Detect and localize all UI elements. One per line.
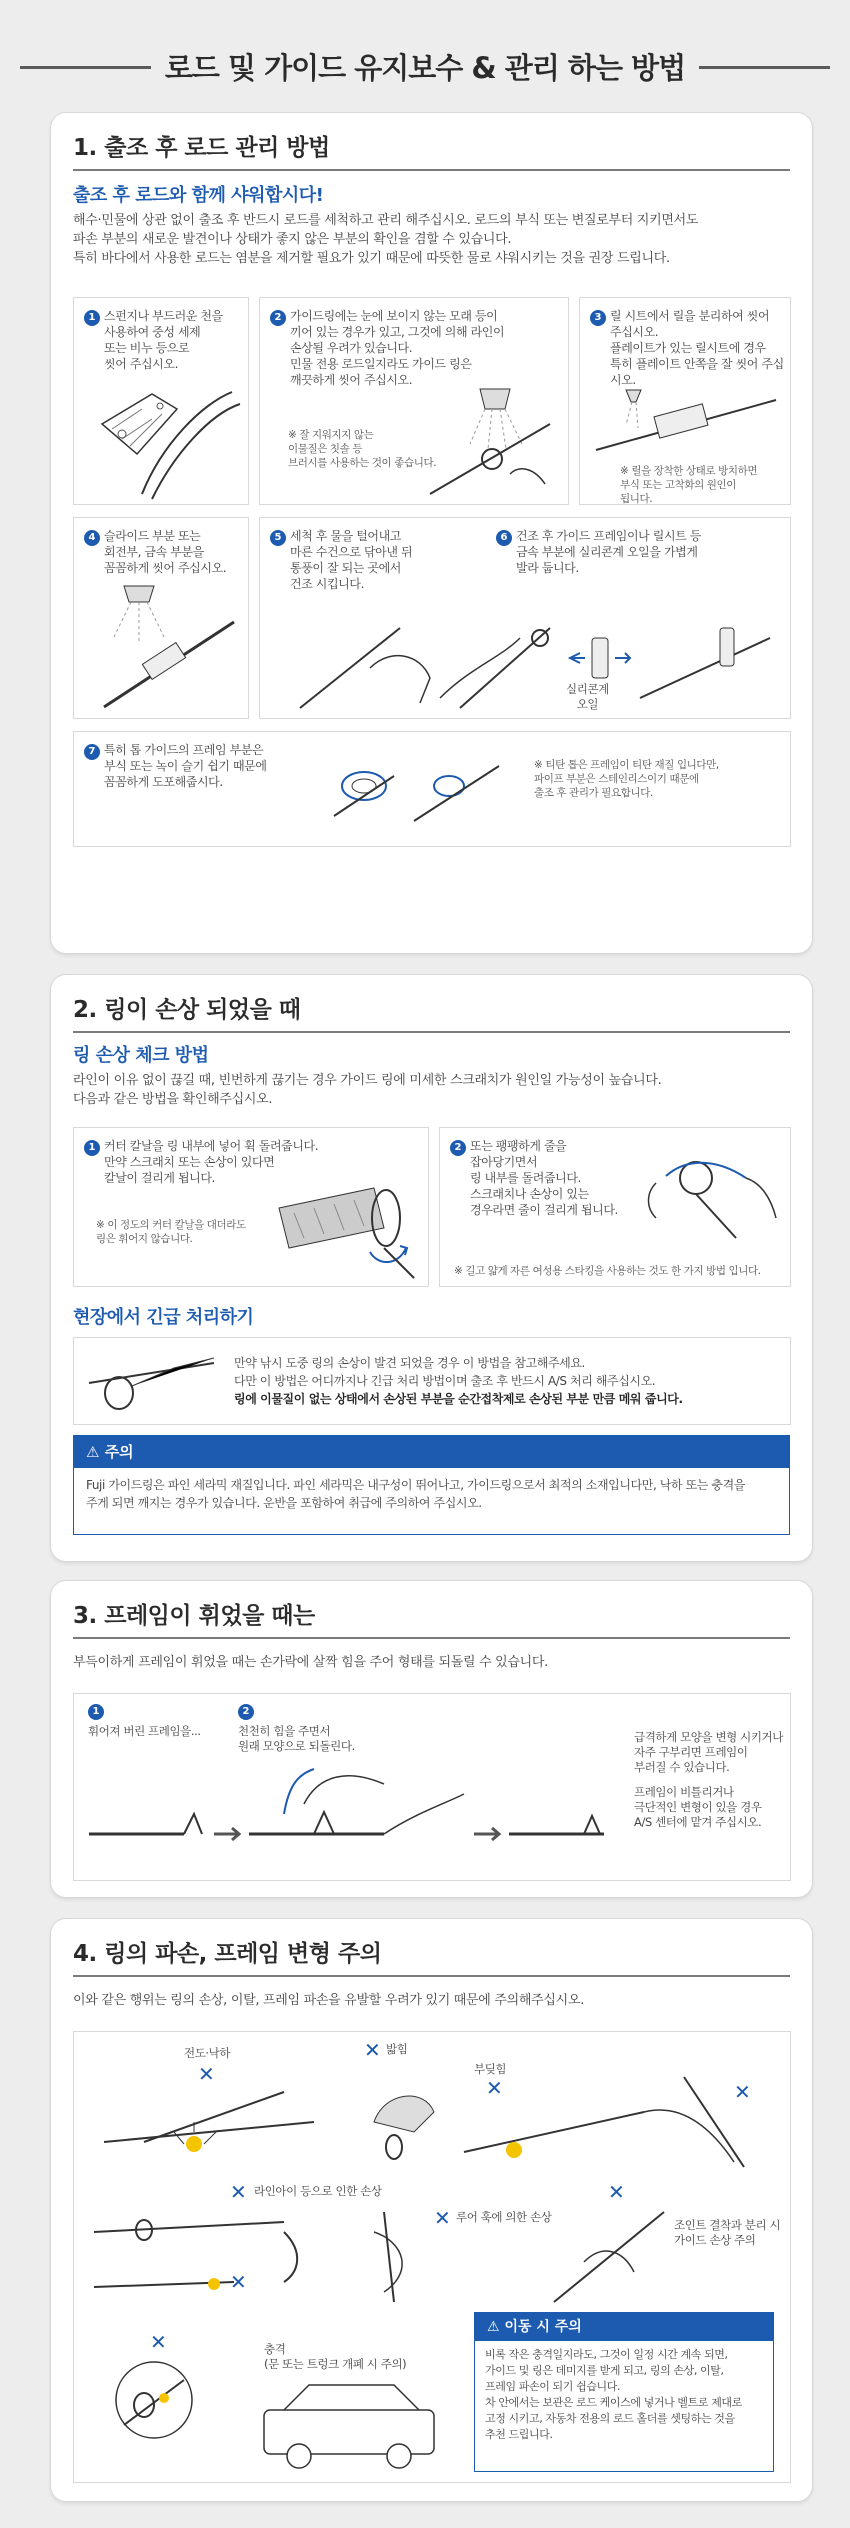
x-icon: ✕	[608, 2180, 625, 2204]
intro-line: 특히 바다에서 사용한 로드는 염분을 제거할 필요가 있기 때문에 따뜻한 물로 샤워시키는 것을 권장 드립니다.	[73, 251, 670, 266]
sponge-wash-illustration	[82, 384, 242, 502]
hazard-label-step: 밟힘	[386, 2042, 408, 2056]
card-text: 커터 칼날을 링 내부에 넣어 휙 돌려줍니다. 만약 스크래치 또는 손상이 있다면 칼날이 걸리게 됩니다.	[104, 1139, 319, 1185]
card-text: 가이드링에는 눈에 보이지 않는 모래 등이 끼어 있는 경우가 있고, 그것에 의해 라인이 손상될 우려가 있습니다. 민물 전용 로드일지라도 가이드 링은 깨끗하게 씻어 주십시오.	[290, 309, 505, 387]
caution-box	[73, 1435, 790, 1535]
intro-line: 해수·민물에 상관 없이 출조 후 반드시 로드를 세척하고 관리 해주십시오. 로드의 부식 또는 변질로부터 지키면서도	[73, 213, 699, 228]
x-icon: ✕	[734, 2080, 751, 2104]
caution-header	[74, 1436, 789, 1468]
warning-triangle-icon: ⚠	[487, 2319, 500, 2335]
step-number-badge: 1	[88, 1704, 104, 1720]
reel-seat-illustration	[586, 380, 786, 460]
ring-check-card-2	[439, 1127, 791, 1287]
x-icon: ✕	[230, 2270, 247, 2294]
hazard-card	[73, 2031, 791, 2483]
card-note: ※ 잘 지워지지 않는 이물질은 칫솔 등 브러시를 사용하는 것이 좋습니다.	[288, 429, 437, 469]
frame-warning-text: 급격하게 모양을 변형 시키거나 자주 구부리면 프레임이 부러질 수 있습니다. 프레임이 비틀리거나 극단적인 변형이 있을 경우 A/S 센터에 맡겨 주십시오.	[634, 1730, 783, 1829]
hazard-label-lineeye: 라인아이 등으로 인한 손상	[254, 2184, 382, 2198]
card-note: ※ 릴을 장착한 상태로 방치하면 부식 또는 고착화의 원인이 됩니다.	[620, 465, 758, 505]
lineeye-lure-illustration	[84, 2202, 674, 2312]
move-caution-header	[475, 2313, 773, 2341]
page-title: 로드 및 가이드 유지보수 & 관리 하는 방법	[151, 46, 699, 87]
line-pull-illustration	[636, 1138, 786, 1248]
page-title-row	[0, 36, 850, 96]
step-number-badge: 1	[84, 310, 100, 326]
x-icon: ✕	[434, 2206, 451, 2230]
x-icon: ✕	[230, 2180, 247, 2204]
step-number-badge: 5	[270, 530, 286, 546]
top-guide-illustration	[324, 746, 504, 836]
move-caution-title: 이동 시 주의	[504, 2319, 582, 2335]
field-guide-illustration	[84, 1348, 224, 1418]
section-heading: 2. 링이 손상 되었을 때	[73, 997, 301, 1023]
step-number-badge: 2	[450, 1140, 466, 1156]
care-card-3	[579, 297, 791, 505]
card-text: 슬라이드 부분 또는 회전부, 금속 부분을 꼼꼼하게 씻어 주십시오.	[104, 529, 227, 575]
ring-check-card-1	[73, 1127, 429, 1287]
field-fix-text: 만약 낚시 도중 링의 손상이 발견 되었을 경우 이 방법을 참고해주세요. 다만 이 방법은 어디까지나 긴급 처리 방법이며 출조 후 반드시 A/S 처리 해주십시오. 링에 이물질이 없는 상태에서 손상된 부분을 순간접착제로 손상된 부분 만큼 메워 줍니다.	[234, 1356, 683, 1406]
section-intro	[73, 211, 790, 268]
shower-guide-illustration	[410, 384, 562, 502]
section-rule	[73, 1031, 790, 1033]
section-ring-frame-warning	[50, 1918, 813, 2502]
step-number-badge: 6	[496, 530, 512, 546]
care-card-2	[259, 297, 569, 505]
caution-text: Fuji 가이드링은 파인 세라믹 재질입니다. 파인 세라믹은 내구성이 뛰어나고, 가이드링으로서 최적의 소재입니다만, 낙하 또는 충격을 주게 되면 깨지는 경우가 있습니다. 운반을 포함하여 취급에 주의하여 주십시오.	[86, 1478, 745, 1510]
section-rule	[73, 169, 790, 171]
card-note: ※ 이 정도의 커터 칼날을 대더라도 링은 휘어지 않습니다.	[96, 1219, 246, 1245]
x-icon: ✕	[198, 2062, 215, 2086]
card-note: ※ 길고 얇게 자른 여성용 스타킹을 사용하는 것도 한 가지 방법 입니다.	[454, 1265, 761, 1277]
step-number-badge: 4	[84, 530, 100, 546]
step-number-badge: 2	[238, 1704, 254, 1720]
section-subheading-2: 현장에서 긴급 처리하기	[73, 1307, 254, 1328]
care-card-5-6	[259, 517, 791, 719]
intro-line: 파손 부분의 새로운 발견이나 상태가 좋지 않은 부분의 확인을 겸할 수 있습니다.	[73, 232, 512, 247]
slide-part-wash-illustration	[84, 582, 244, 714]
step1-text: 휘어져 버린 프레임을...	[88, 1724, 201, 1738]
care-card-1	[73, 297, 249, 505]
move-caution-text: 비록 작은 충격일지라도, 그것이 일정 시간 계속 되면, 가이드 및 링은 데미지를 받게 되고, 링의 손상, 이탈, 프레임 파손이 되기 쉽습니다. 차 안에서는 보관은 로드 케이스에 넣거나 벨트로 제대로 고정 시키고, 자동차 전용의 로드 홀더를 셋팅하는 것을 추천 드립니다.	[485, 2348, 742, 2441]
card-text: 스펀지나 부드러운 천을 사용하여 중성 세제 또는 비누 등으로 씻어 주십시오.	[104, 309, 223, 371]
drop-step-hit-illustration	[84, 2072, 784, 2172]
warning-triangle-icon: ⚠	[86, 1443, 100, 1461]
section-intro: 이와 같은 행위는 링의 손상, 이탈, 프레임 파손을 유발할 우려가 있기 때문에 주의해주십시오.	[73, 1993, 585, 2008]
hazard-label-lure: 루어 훅에 의한 손상	[456, 2210, 552, 2224]
hazard-label-hit: 부딪힘	[474, 2062, 507, 2076]
step2-text: 천천히 힘을 주면서 원래 모양으로 되돌린다.	[238, 1724, 355, 1753]
section-frame-bent	[50, 1580, 813, 1898]
x-icon: ✕	[486, 2076, 503, 2100]
hazard-label-drop: 전도·낙하	[184, 2046, 231, 2060]
card-text: 특히 톱 가이드의 프레임 부분은 부식 또는 녹이 슬기 쉽기 때문에 꼼꼼하게 도포해줍시다.	[104, 743, 267, 789]
x-icon: ✕	[364, 2038, 381, 2062]
oil-label: 실리콘계 오일	[566, 682, 609, 711]
frame-fix-card	[73, 1693, 791, 1881]
step-number-badge: 7	[84, 744, 100, 760]
section-subheading: 출조 후 로드와 함께 샤워합시다!	[73, 185, 324, 206]
section-heading: 3. 프레임이 휘었을 때는	[73, 1603, 315, 1629]
section-ring-damage	[50, 974, 813, 1562]
title-right-rule	[680, 66, 830, 69]
section-intro: 라인이 이유 없이 끊길 때, 빈번하게 끊기는 경우 가이드 링에 미세한 스크래치가 원인일 가능성이 높습니다. 다음과 같은 방법을 확인해주십시오.	[73, 1073, 662, 1107]
hazard-label-joint: 조인트 결착과 분리 시 가이드 손상 주의	[674, 2218, 781, 2247]
card-text: 세척 후 물을 털어내고 마른 수건으로 닦아낸 뒤 통풍이 잘 되는 곳에서 건조 시킵니다.	[290, 529, 413, 591]
x-icon: ✕	[150, 2330, 167, 2354]
card-note: ※ 티탄 톱은 프레임이 티탄 재질 입니다만, 파이프 부분은 스테인리스이기 때문에 출조 후 관리가 필요합니다.	[534, 759, 719, 799]
section-heading: 1. 출조 후 로드 관리 방법	[73, 135, 330, 161]
section-rule	[73, 1637, 790, 1639]
card-text: 건조 후 가이드 프레임이나 릴시트 등 금속 부분에 실리콘계 오일을 가볍게 발라 둡니다.	[516, 529, 701, 575]
step-number-badge: 2	[270, 310, 286, 326]
frame-restore-illustration	[84, 1754, 614, 1874]
move-caution-box	[474, 2312, 774, 2472]
field-fix-card	[73, 1337, 791, 1425]
card-text: 릴 시트에서 릴을 분리하여 씻어 주십시오. 플레이트가 있는 릴시트에 경우 특히 플레이트 안쪽을 잘 씻어 주십시오.	[610, 309, 784, 387]
card-text: 또는 팽팽하게 줄을 잡아당기면서 링 내부를 돌려줍니다. 스크래치나 손상이 있는 경우라면 줄이 걸리게 됩니다.	[470, 1139, 618, 1217]
caution-title: 주의	[104, 1443, 134, 1461]
section-rod-care	[50, 112, 813, 954]
title-left-rule	[20, 66, 170, 69]
cutter-blade-illustration	[274, 1168, 424, 1280]
section-intro: 부득이하게 프레임이 휘었을 때는 손가락에 살짝 힘을 주어 형태를 되돌릴 수 있습니다.	[73, 1655, 549, 1670]
section-rule	[73, 1975, 790, 1977]
hazard-label-impact: 충격 (문 또는 트렁크 개폐 시 주의)	[264, 2342, 407, 2371]
section-heading: 4. 링의 파손, 프레임 변형 주의	[73, 1941, 382, 1967]
care-card-4	[73, 517, 249, 719]
step-number-badge: 3	[590, 310, 606, 326]
care-card-7	[73, 731, 791, 847]
step-number-badge: 1	[84, 1140, 100, 1156]
dry-and-oil-illustration	[280, 608, 780, 716]
car-impact-illustration	[94, 2350, 454, 2474]
section-subheading: 링 손상 체크 방법	[73, 1045, 209, 1066]
